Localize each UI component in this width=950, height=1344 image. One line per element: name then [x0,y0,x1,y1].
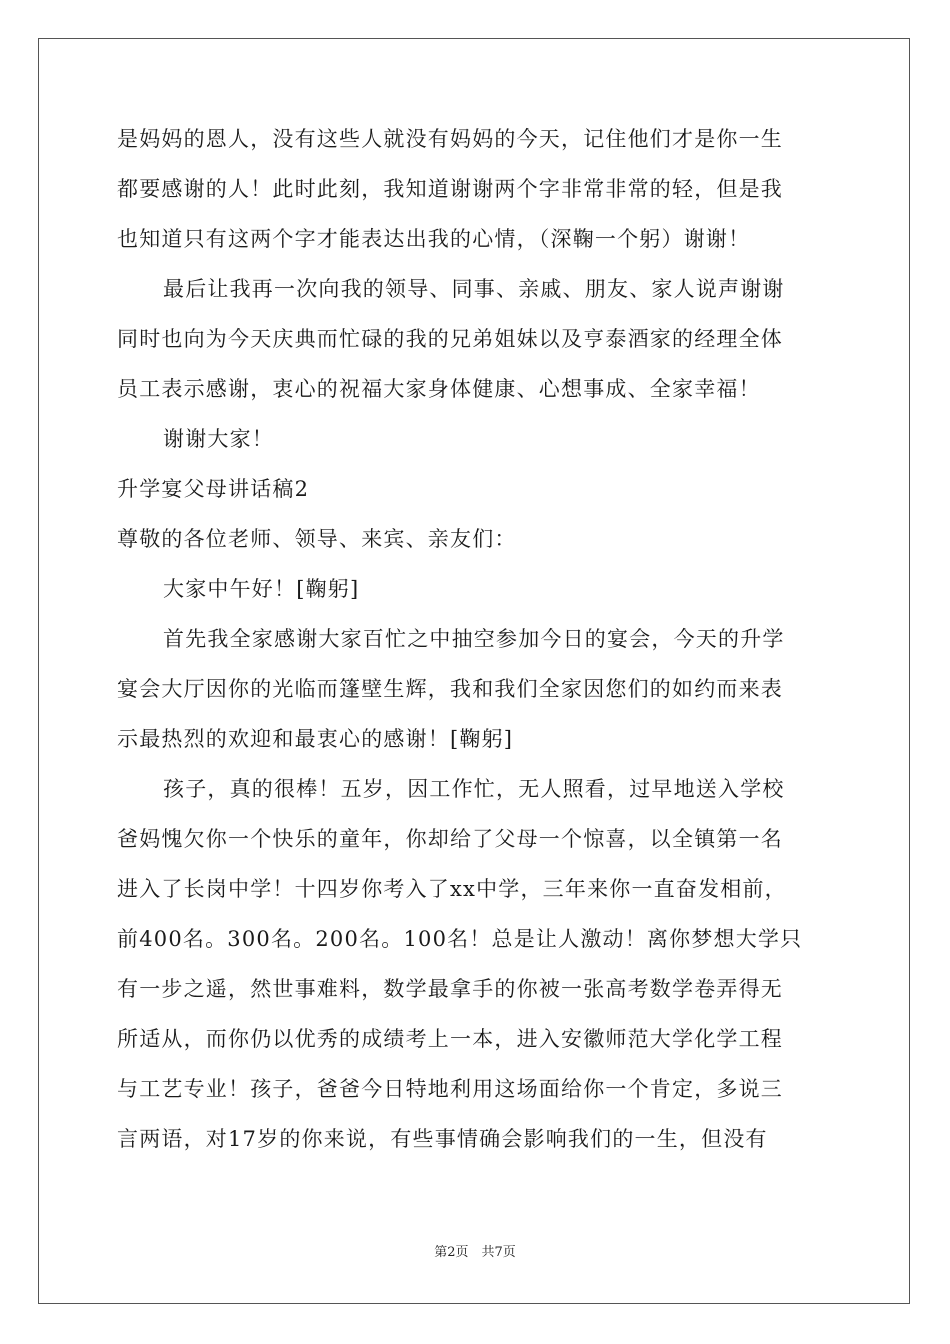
paragraph-line: 与工艺专业！孩子，爸爸今日特地利用这场面给你一个肯定，多说三 [117,1077,783,1101]
paragraph-line: 大家中午好！[鞠躬] [163,577,360,601]
paragraph-line: 最后让我再一次向我的领导、同事、亲戚、朋友、家人说声谢谢 [163,277,785,301]
paragraph-line: 也知道只有这两个字才能表达出我的心情，（深鞠一个躬）谢谢！ [117,227,751,251]
paragraph-line: 都要感谢的人！此时此刻，我知道谢谢两个字非常非常的轻，但是我 [117,177,783,201]
paragraph-line: 有一步之遥，然世事难料，数学最拿手的你被一张高考数学卷弄得无 [117,977,783,1001]
paragraph-line: 所适从，而你仍以优秀的成绩考上一本，进入安徽师范大学化学工程 [117,1027,783,1051]
paragraph-line: 首先我全家感谢大家百忙之中抽空参加今日的宴会，今天的升学 [163,627,785,651]
page-number-footer: 第2页 共7页 [434,1245,516,1260]
salutation: 尊敬的各位老师、领导、来宾、亲友们： [117,527,517,551]
paragraph-line: 宴会大厅因你的光临而篷壁生辉，我和我们全家因您们的如约而来表 [117,677,783,701]
paragraph-line: 进入了长岗中学！十四岁你考入了xx中学，三年来你一直奋发相前， [117,877,787,901]
paragraph-line: 前400名。300名。200名。100名！总是让人激动！离你梦想大学只 [117,927,803,951]
section-title: 升学宴父母讲话稿2 [117,477,310,501]
paragraph-line: 谢谢大家！ [163,427,274,451]
paragraph-line: 言两语，对17岁的你来说，有些事情确会影响我们的一生，但没有 [117,1127,768,1151]
paragraph-line: 示最热烈的欢迎和最衷心的感谢！[鞠躬] [117,727,514,751]
paragraph-line: 爸妈愧欠你一个快乐的童年，你却给了父母一个惊喜，以全镇第一名 [117,827,783,851]
paragraph-line: 是妈妈的恩人，没有这些人就没有妈妈的今天，记住他们才是你一生 [117,127,783,151]
paragraph-line: 同时也向为今天庆典而忙碌的我的兄弟姐妹以及亨泰酒家的经理全体 [117,327,783,351]
paragraph-line: 员工表示感谢，衷心的祝福大家身体健康、心想事成、全家幸福！ [117,377,761,401]
paragraph-line: 孩子，真的很棒！五岁，因工作忙，无人照看，过早地送入学校 [163,777,785,801]
